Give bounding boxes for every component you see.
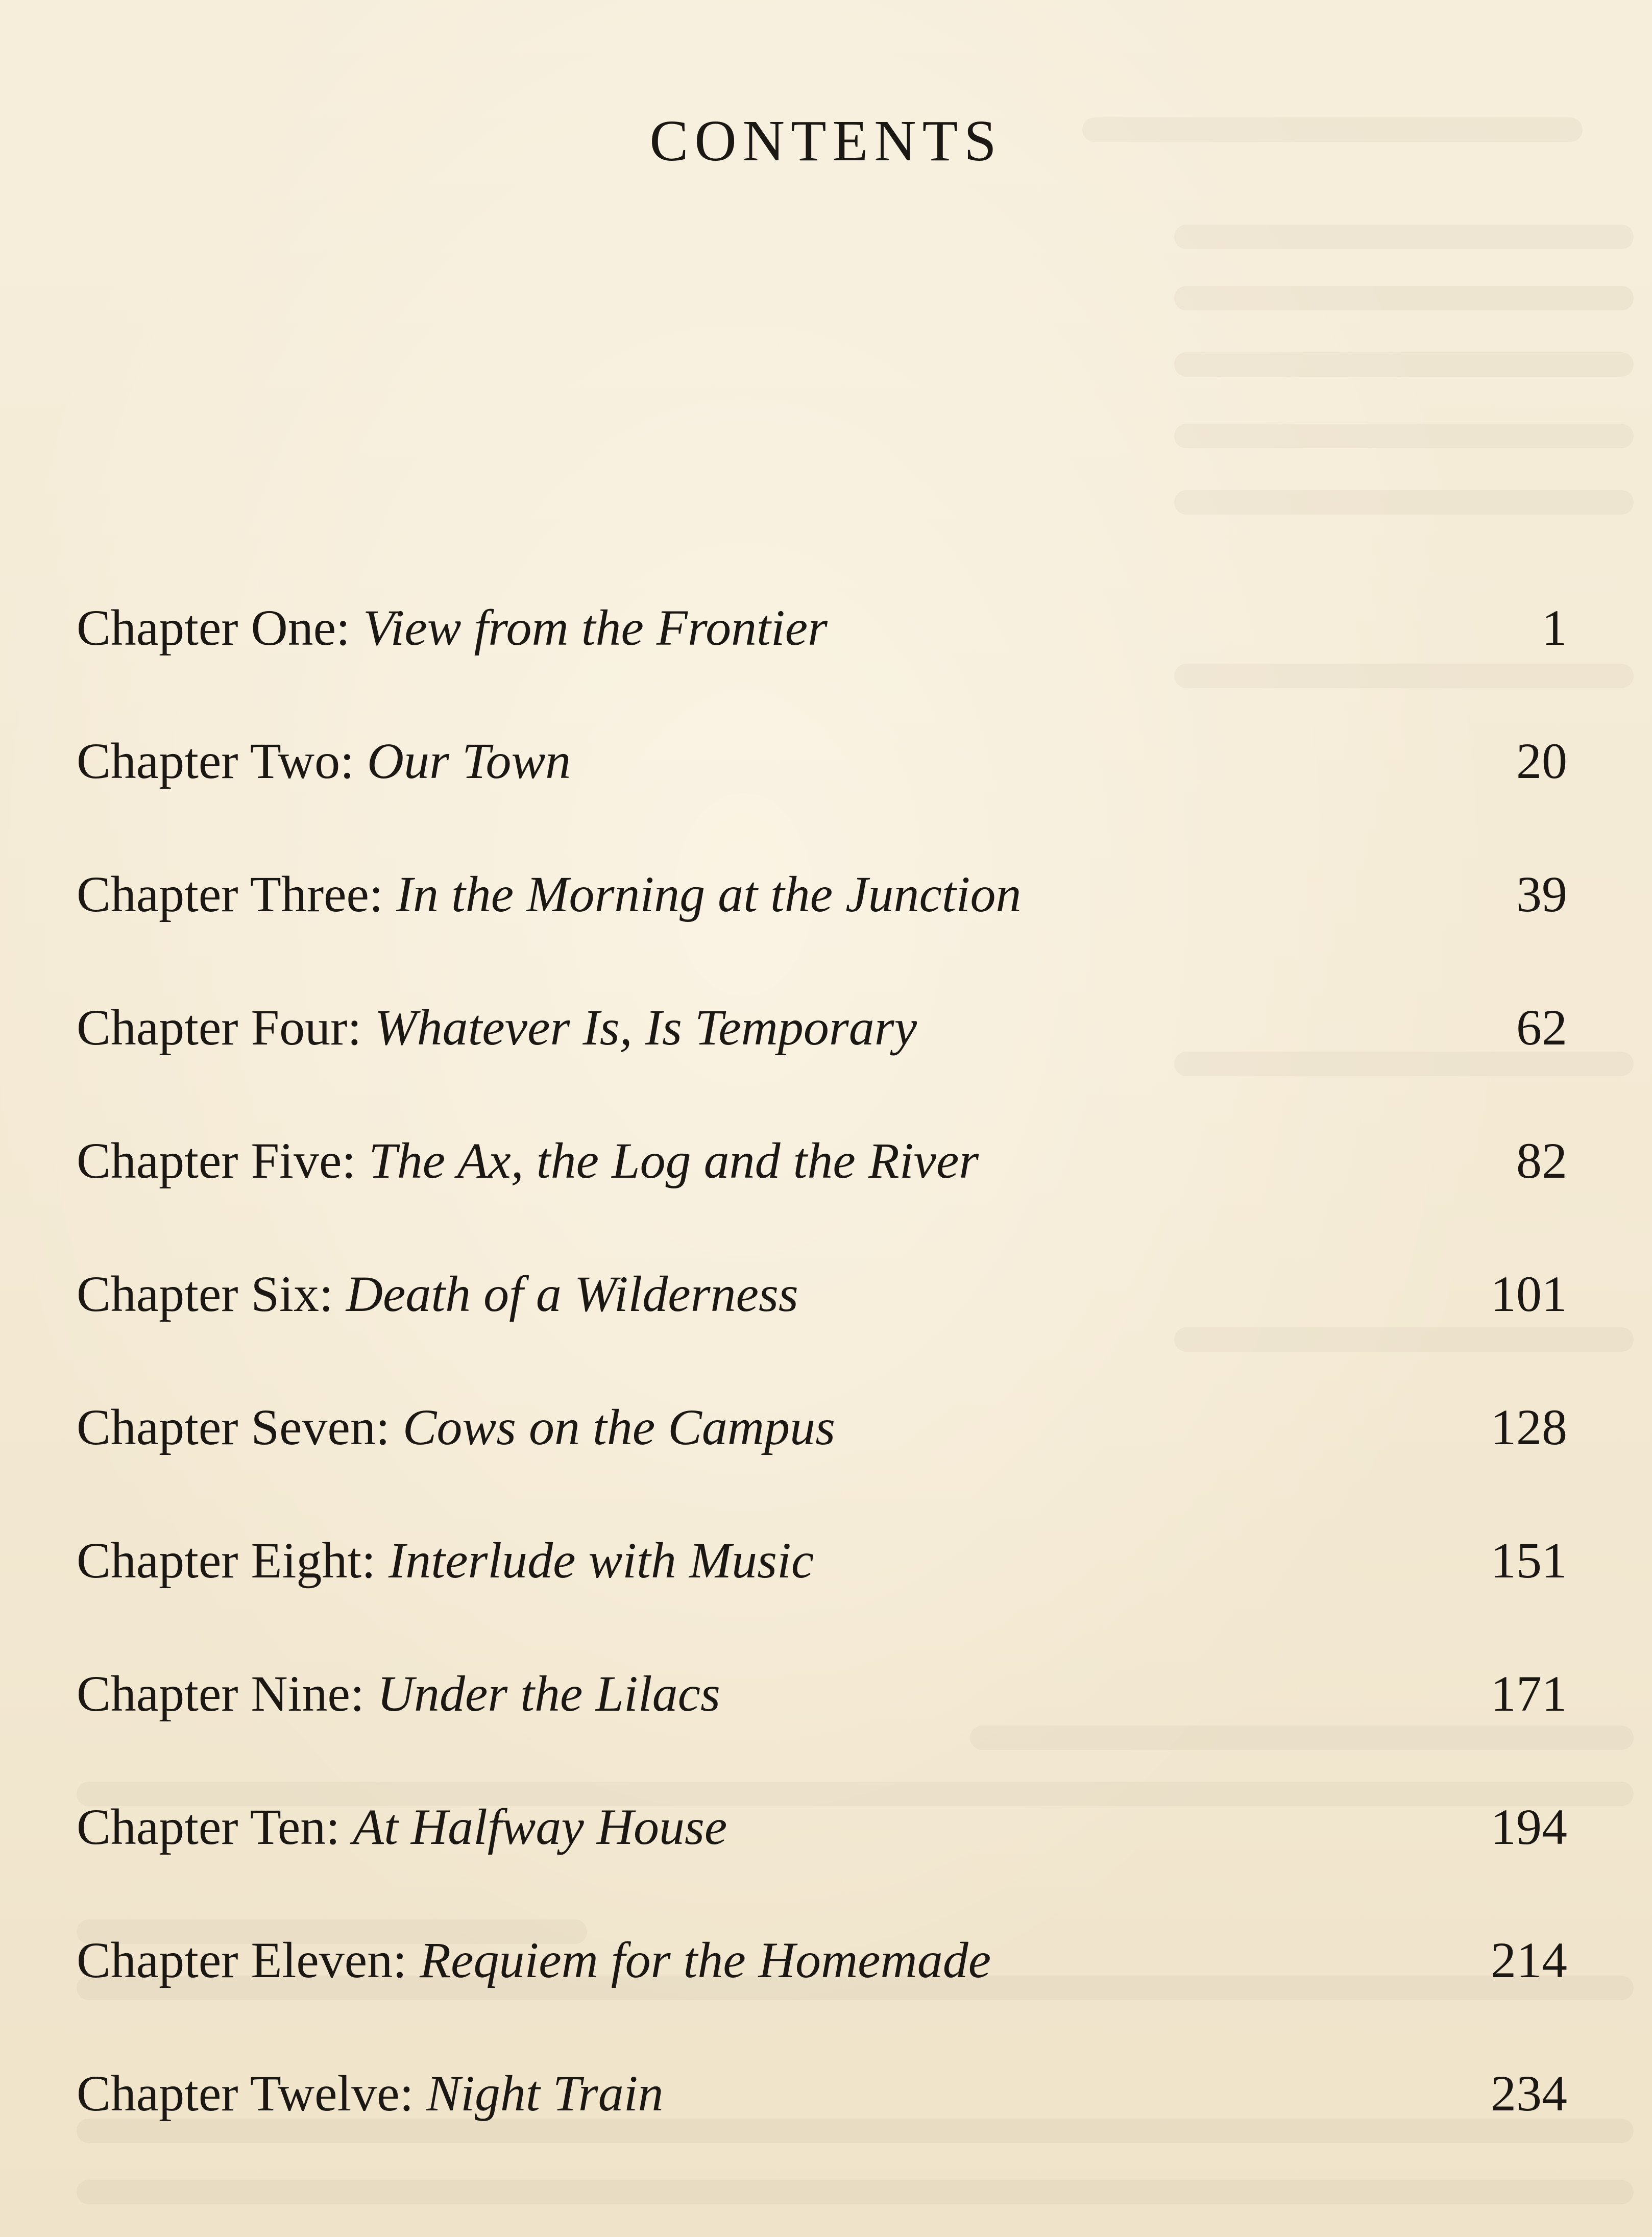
chapter-label: Chapter Eight (77, 1532, 362, 1589)
chapter-label: Chapter Four (77, 999, 348, 1056)
chapter-page-number: 128 (1491, 1399, 1567, 1455)
toc-entry[interactable]: Chapter Nine: Under the Lilacs 171 (77, 1658, 1567, 1791)
chapter-label: Chapter One (77, 599, 336, 656)
table-of-contents (77, 592, 1567, 2191)
chapter-label: Chapter Seven (77, 1399, 376, 1455)
toc-entry[interactable]: Chapter Eleven: Requiem for the Homemade 214 (77, 1925, 1567, 2058)
toc-entry[interactable]: Chapter Ten: At Halfway House 194 (77, 1791, 1567, 1925)
chapter-page-number: 194 (1491, 1798, 1567, 1855)
toc-entry[interactable]: Chapter Twelve: Night Train 234 (77, 2058, 1567, 2191)
chapter-label: Chapter Five (77, 1132, 342, 1189)
chapter-page-number: 39 (1516, 866, 1567, 922)
chapter-title: Under the Lilacs (377, 1665, 720, 1722)
chapter-label: Chapter Three (77, 866, 369, 922)
chapter-page-number: 151 (1491, 1532, 1567, 1589)
chapter-title: Interlude with Music (388, 1532, 814, 1589)
toc-entry[interactable]: Chapter Three: In the Morning at the Junction 39 (77, 859, 1567, 992)
chapter-label: Chapter Twelve (77, 2065, 400, 2122)
chapter-page-number: 101 (1491, 1266, 1567, 1322)
chapter-title: Requiem for the Homemade (420, 1932, 991, 1988)
chapter-title: In the Morning at the Junction (396, 866, 1022, 922)
toc-entry[interactable]: Chapter Seven: Cows on the Campus 128 (77, 1392, 1567, 1525)
chapter-title: Our Town (367, 733, 571, 789)
chapter-page-number: 62 (1516, 999, 1567, 1056)
chapter-title: Whatever Is, Is Temporary (374, 999, 917, 1056)
chapter-label: Chapter Eleven (77, 1932, 393, 1988)
toc-entry[interactable]: Chapter Two: Our Town 20 (77, 725, 1567, 859)
chapter-page-number: 214 (1491, 1932, 1567, 1988)
chapter-title: Death of a Wilderness (346, 1266, 798, 1322)
toc-entry[interactable]: Chapter Eight: Interlude with Music 151 (77, 1525, 1567, 1658)
chapter-label: Chapter Ten (77, 1798, 326, 1855)
chapter-label: Chapter Six (77, 1266, 319, 1322)
chapter-page-number: 234 (1491, 2065, 1567, 2122)
chapter-title: At Halfway House (353, 1798, 727, 1855)
chapter-title: Night Train (426, 2065, 664, 2122)
chapter-page-number: 82 (1516, 1132, 1567, 1189)
chapter-page-number: 171 (1491, 1665, 1567, 1722)
chapter-title: Cows on the Campus (402, 1399, 836, 1455)
contents-heading: CONTENTS (649, 108, 1003, 173)
chapter-page-number: 20 (1516, 733, 1567, 789)
chapter-label: Chapter Nine (77, 1665, 350, 1722)
toc-entry[interactable]: Chapter Five: The Ax, the Log and the River 82 (77, 1125, 1567, 1258)
chapter-page-number: 1 (1542, 599, 1567, 656)
toc-entry[interactable]: Chapter One: View from the Frontier 1 (77, 592, 1567, 725)
chapter-title: The Ax, the Log and the River (369, 1132, 979, 1189)
toc-entry[interactable]: Chapter Six: Death of a Wilderness 101 (77, 1258, 1567, 1392)
toc-entry[interactable]: Chapter Four: Whatever Is, Is Temporary 62 (77, 992, 1567, 1125)
chapter-label: Chapter Two (77, 733, 341, 789)
chapter-title: View from the Frontier (362, 599, 828, 656)
